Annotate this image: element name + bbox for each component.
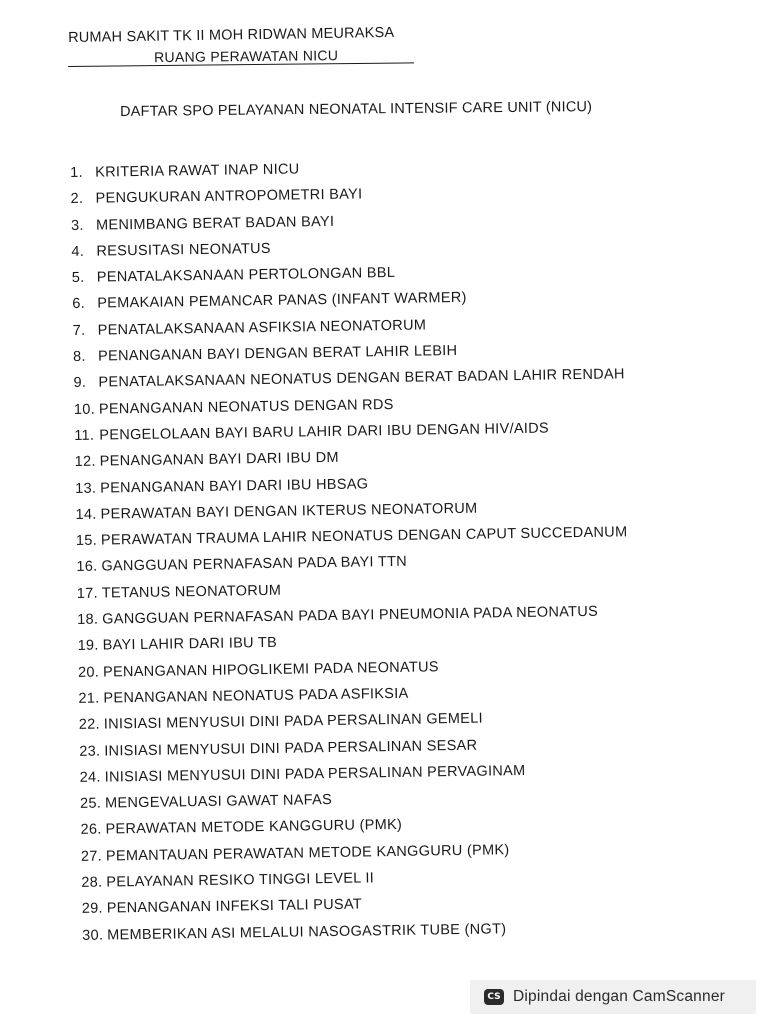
item-text: PENANGANAN NEONATUS PADA ASFIKSIA [103,685,409,707]
item-text: MENGEVALUASI GAWAT NAFAS [104,792,333,812]
item-number: 3. [70,217,84,234]
item-text: PENATALAKSANAAN NEONATUS DENGAN BERAT BADAN LAHIR RENDAH [98,366,625,391]
item-number: 26. [80,822,102,839]
item-text: GANGGUAN PERNAFASAN PADA BAYI TTN [101,554,408,576]
item-text: GANGGUAN PERNAFASAN PADA BAYI PNEUMONIA PADA NEONATUS [102,603,599,628]
camscanner-watermark [470,980,756,1014]
item-number: 23. [79,743,101,760]
item-number: 10. [73,401,96,418]
item-number: 13. [75,480,97,497]
item-text: PENANGANAN INFEKSI TALI PUSAT [106,896,363,917]
item-text: TETANUS NEONATORUM [101,582,282,602]
item-text: PENANGANAN BAYI DARI IBU HBSAG [100,475,369,497]
watermark-text: Dipindai dengan CamScanner [513,988,725,1005]
item-number: 5. [71,269,85,287]
item-number: 29. [81,900,103,918]
item-text: KRITERIA RAWAT INAP NICU [95,161,300,181]
item-text: PELAYANAN RESIKO TINGGI LEVEL II [106,870,375,891]
item-text: PENATALAKSANAAN ASFIKSIA NEONATORUM [97,317,427,339]
camscanner-logo-icon: CS [484,989,504,1005]
document-title: DAFTAR SPO PELAYANAN NEONATAL INTENSIF CARE UNIT (NICU) [120,99,593,120]
room-name-line [68,46,414,68]
item-text: INISIASI MENYUSUI DINI PADA PERSALINAN SESAR [104,737,478,760]
item-number: 30. [82,927,104,944]
item-text: PENANGANAN BAYI DENGAN BERAT LAHIR LEBIH [97,343,458,365]
item-number: 15. [75,532,98,550]
item-number: 24. [79,769,101,786]
item-text: INISIASI MENYUSUI DINI PADA PERSALINAN GEMELI [103,710,484,733]
item-number: 1. [70,164,84,181]
item-number: 12. [74,453,96,471]
item-text: PENANGANAN BAYI DARI IBU DM [99,450,339,470]
room-name: RUANG PERAWATAN NICU [153,47,339,66]
hospital-name: RUMAH SAKIT TK II MOH RIDWAN MEURAKSA [68,24,395,46]
item-number: 18. [77,611,99,628]
item-number: 14. [75,506,97,523]
item-number: 28. [81,874,103,891]
item-number: 11. [74,427,95,444]
item-number: 6. [72,296,86,313]
item-text: PEMAKAIAN PEMANCAR PANAS (INFANT WARMER) [97,290,467,313]
item-number: 7. [72,322,86,339]
item-number: 9. [73,375,87,392]
item-number: 22. [78,716,101,734]
item-number: 8. [72,348,86,366]
item-text: PENATALAKSANAAN PERTOLONGAN BBL [96,265,396,286]
item-text: PERAWATAN TRAUMA LAHIR NEONATUS DENGAN CAPUT SUCCEDANUM [100,524,628,549]
item-text: INISIASI MENYUSUI DINI PADA PERSALINAN PERVAGINAM [104,762,526,786]
item-number: 17. [76,585,98,602]
item-text: PENANGANAN HIPOGLIKEMI PADA NEONATUS [102,658,439,681]
item-number: 20. [77,664,100,681]
spo-list [70,150,702,949]
item-number: 2. [70,191,84,208]
item-text: PERAWATAN BAYI DENGAN IKTERUS NEONATORUM [100,500,478,523]
item-number: 4. [71,243,85,260]
item-text: MEMBERIKAN ASI MELALUI NASOGASTRIK TUBE (NGT) [107,920,507,944]
item-number: 25. [79,795,102,813]
item-text: BAYI LAHIR DARI IBU TB [102,635,278,654]
item-number: 19. [77,637,99,655]
item-text: PEMANTAUAN PERAWATAN METODE KANGGURU (PMK) [105,841,510,865]
item-text: RESUSITASI NEONATUS [96,240,271,260]
item-number: 16. [76,559,98,576]
item-text: PERAWATAN METODE KANGGURU (PMK) [105,817,403,838]
item-text: PENANGANAN NEONATUS DENGAN RDS [98,396,394,418]
item-text: PENGELOLAAN BAYI BARU LAHIR DARI IBU DENGAN HIV/AIDS [99,420,550,444]
item-text: MENIMBANG BERAT BADAN BAYI [95,213,335,234]
item-number: 21. [78,690,100,707]
item-number: 27. [80,848,103,865]
item-text: PENGUKURAN ANTROPOMETRI BAYI [95,186,363,207]
